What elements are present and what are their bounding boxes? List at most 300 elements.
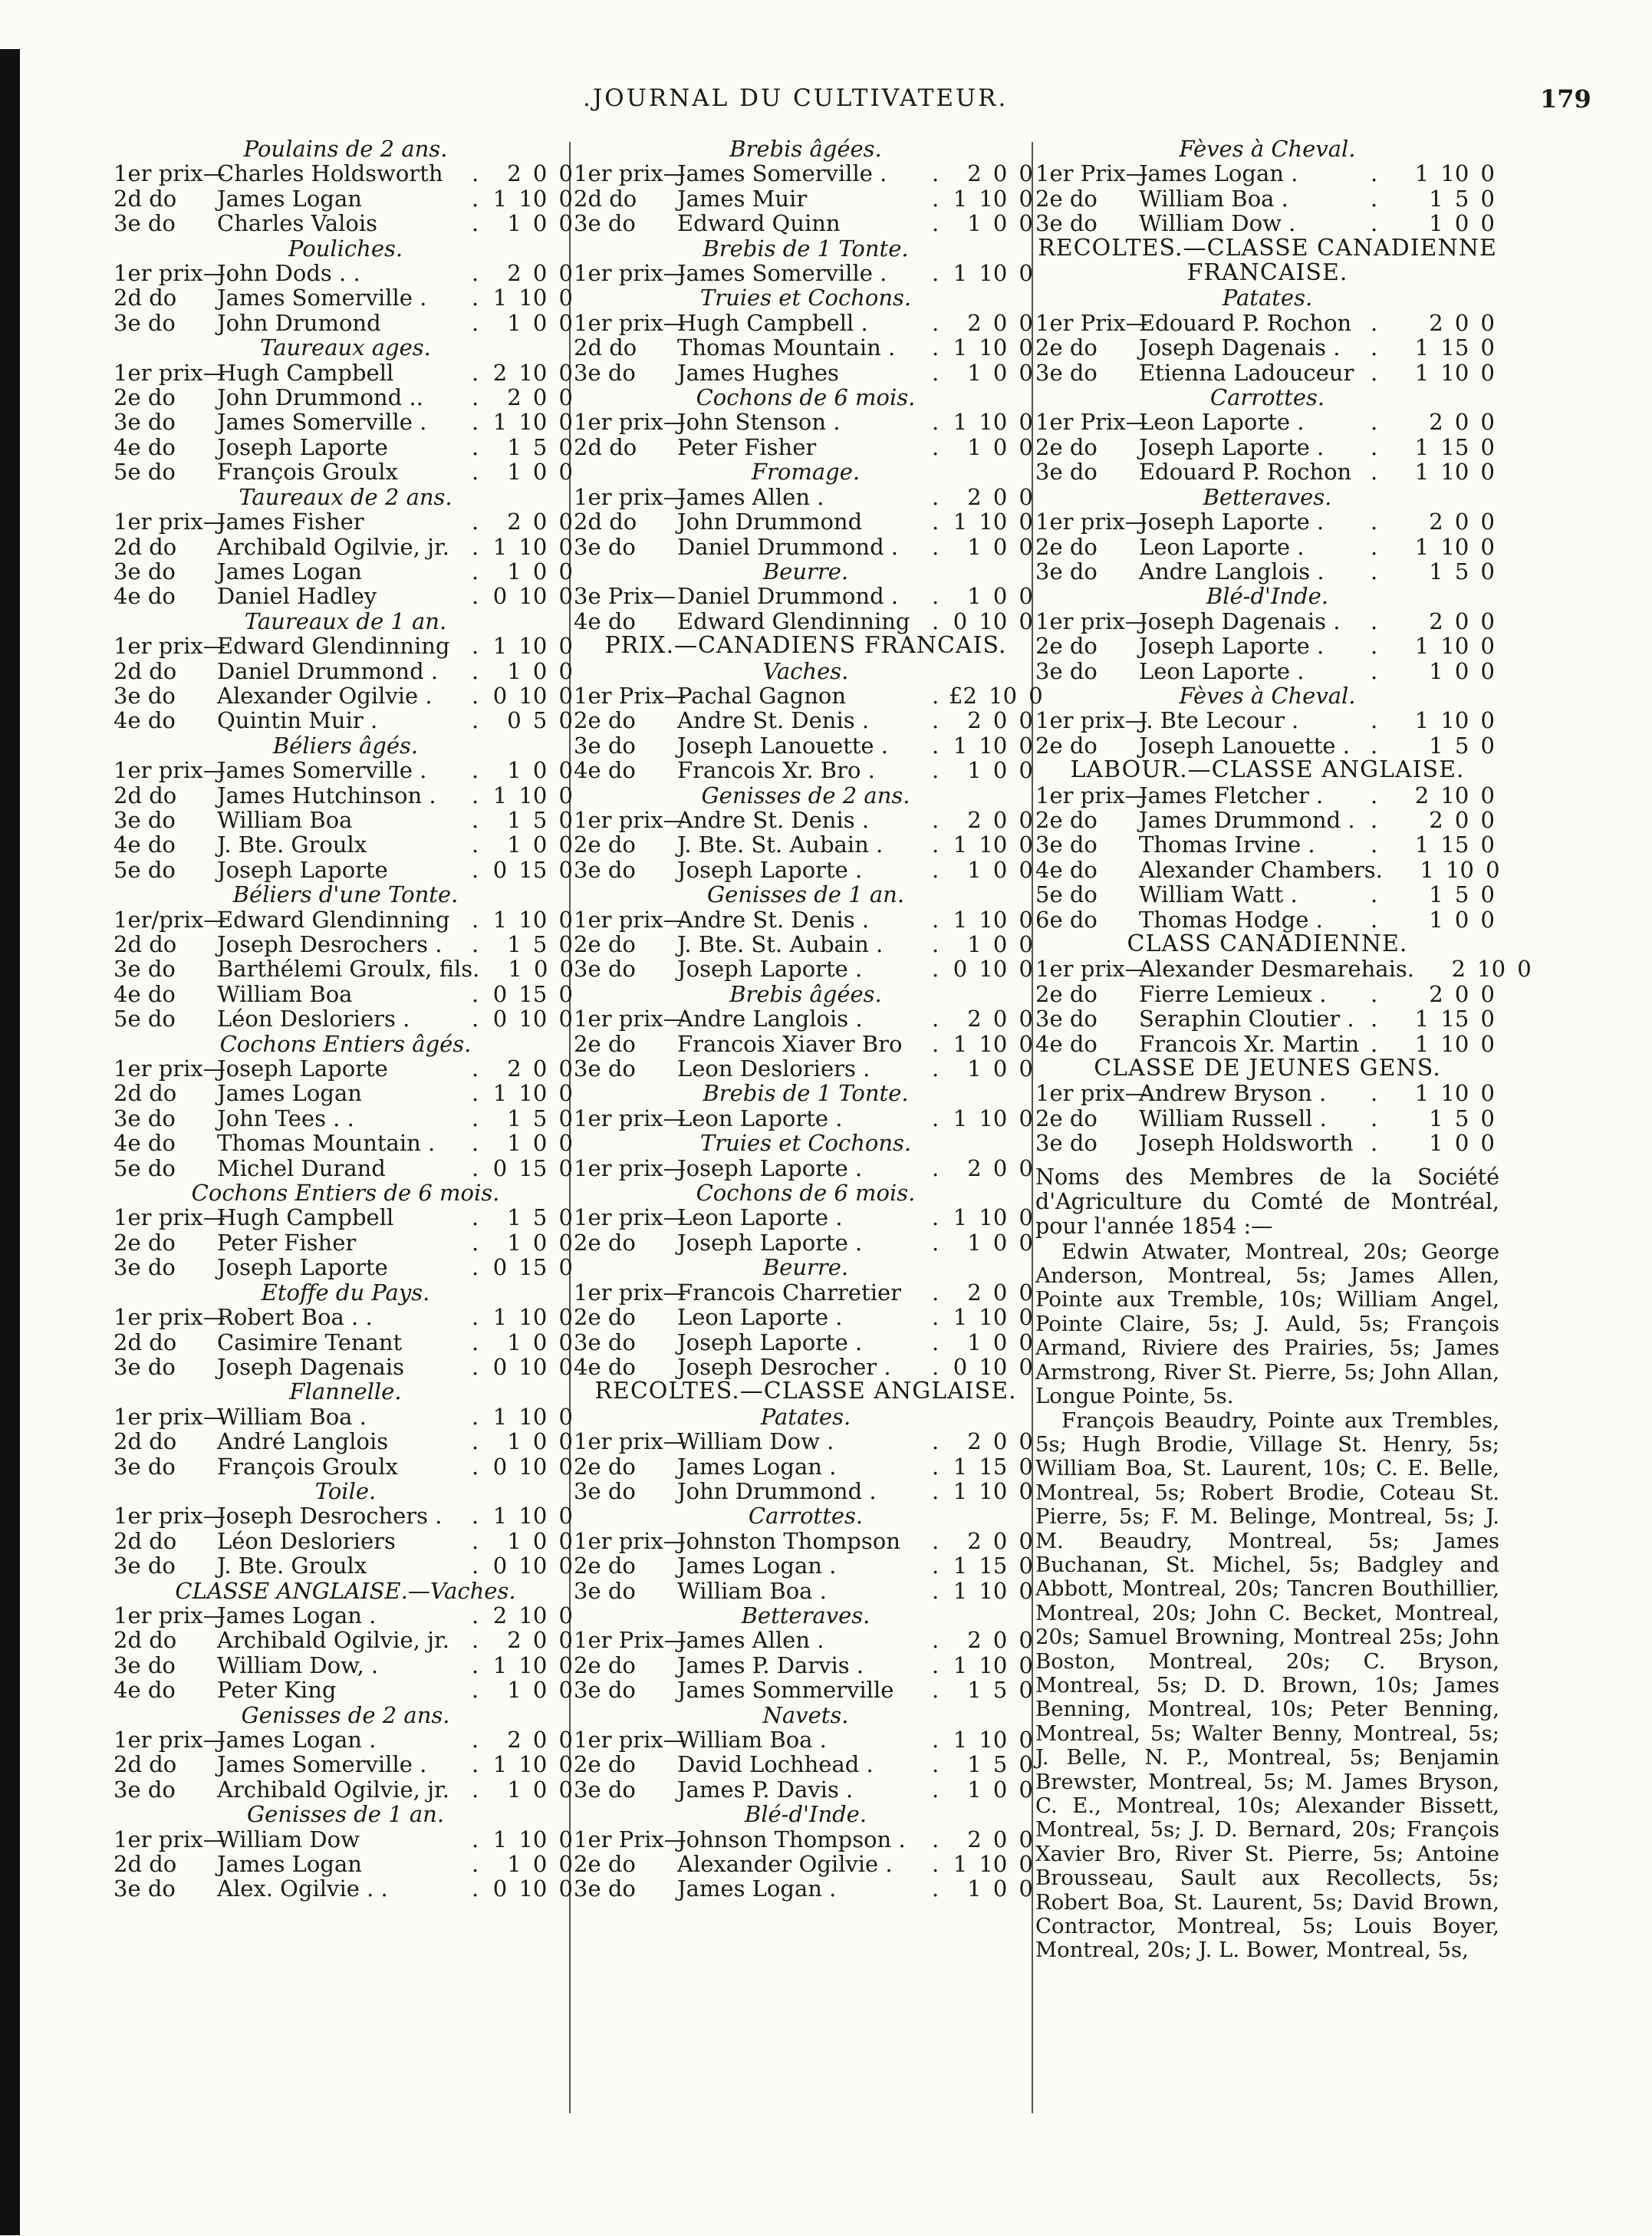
prize-amount: 2 0 0 <box>507 509 573 535</box>
winner-name: William Dow . <box>677 1428 834 1455</box>
leader-dot: . <box>1371 1105 1378 1131</box>
leader-dot: . <box>932 832 940 858</box>
prize-rank: 3e do <box>574 1055 636 1082</box>
prize-rank: 3e do <box>574 732 636 759</box>
leader-dot: . <box>472 1602 479 1628</box>
prize-amount: 1 0 0 <box>507 1428 573 1455</box>
winner-name: James Logan . <box>677 1875 837 1902</box>
winner-name: Leon Laporte . <box>1139 657 1305 684</box>
prize-row <box>1035 509 1499 534</box>
leader-dot: . <box>932 956 940 983</box>
prize-row <box>574 1479 1038 1503</box>
prize-row <box>1035 634 1499 658</box>
winner-name: J. Bte. Groulx <box>217 1553 367 1579</box>
prize-row <box>114 1653 578 1678</box>
leader-dot: . <box>1371 185 1378 212</box>
prize-row <box>574 311 1038 335</box>
winner-name: Joseph Laporte <box>217 433 388 460</box>
prize-row <box>114 1006 578 1031</box>
winner-name: François Groulx <box>217 1453 398 1480</box>
winner-name: Joseph Holdsworth <box>1139 1130 1354 1157</box>
prize-rank: 4e do <box>1035 1030 1097 1057</box>
leader-dot: . <box>472 185 479 212</box>
prize-rank: 2d do <box>114 931 177 957</box>
prize-rank: 3e do <box>114 1105 176 1131</box>
prize-amount: 1 10 0 <box>492 1403 573 1430</box>
section-heading: Betteraves. <box>741 1602 870 1628</box>
prize-rank: 2e do <box>1035 185 1097 212</box>
prize-rank: 1er prix— <box>114 509 225 535</box>
prize-row <box>1035 1131 1499 1155</box>
winner-name: James Hughes <box>677 359 839 386</box>
leader-dot: . <box>1371 1006 1378 1032</box>
prize-rank: 4e do <box>574 608 636 634</box>
section-heading: LABOUR.—CLASSE ANGLAISE. <box>1070 756 1465 784</box>
prize-amount: 0 15 0 <box>492 856 573 883</box>
prize-amount: 1 0 0 <box>507 1130 573 1157</box>
prize-rank: 5e do <box>114 1154 176 1181</box>
winner-name: William Boa . <box>677 1577 827 1604</box>
winner-name: Francois Charretier <box>677 1279 902 1306</box>
prize-amount: 0 10 0 <box>953 1353 1033 1380</box>
members-paragraph-a: Edwin Atwater, Montreal, 20s; George Anderson, Montreal, 5s; James Allen, Pointe aux Tremble, 10s; William Angel, Pointe Claire, 5s; J. Auld, 5s; François Armand, Riviere des Prairies, 5s; James Armstrong, River St. Pierre, 5s; John Allan, Longue Pointe, 5s. <box>1035 1239 1499 1409</box>
section-heading: CLASSE ANGLAISE.—Vaches. <box>175 1577 516 1604</box>
prize-rank: 1er prix— <box>1035 707 1147 734</box>
prize-amount: 2 0 0 <box>1429 980 1495 1007</box>
prize-row <box>574 1429 1038 1454</box>
winner-name: Joseph Laporte . <box>677 1229 863 1256</box>
winner-name: James Somerville . <box>677 260 887 287</box>
prize-rank: 2e do <box>574 931 636 957</box>
prize-amount: 2 0 0 <box>967 1279 1033 1306</box>
winner-name: Thomas Mountain . <box>677 334 896 361</box>
prize-amount: 0 10 0 <box>492 1453 573 1480</box>
winner-name: William Boa <box>217 806 353 833</box>
prize-amount: 1 10 0 <box>492 185 573 212</box>
prize-rank: 1er prix— <box>574 1428 686 1455</box>
winner-name: William Boa . <box>217 1403 367 1430</box>
prize-row <box>574 1056 1038 1081</box>
prize-row <box>574 1529 1038 1553</box>
prize-column-3 <box>1035 136 1532 1963</box>
prize-amount: 1 0 0 <box>967 433 1033 460</box>
prize-amount: 1 0 0 <box>507 832 573 858</box>
prize-amount: 1 0 0 <box>507 1851 573 1878</box>
prize-amount: 2 0 0 <box>967 806 1033 833</box>
prize-row <box>114 1678 578 1702</box>
leader-dot: . <box>1371 210 1378 237</box>
section-heading: Cochons de 6 mois. <box>696 384 916 411</box>
section-heading: Brebis de 1 Tonte. <box>703 1080 909 1107</box>
prize-rank: 3e do <box>574 1677 636 1704</box>
leader-dot: . <box>932 1527 940 1554</box>
prize-row <box>574 584 1038 608</box>
prize-row <box>1035 1032 1499 1056</box>
winner-name: Joseph Lanouette . <box>1139 732 1351 759</box>
prize-rank: 1er prix— <box>1035 1080 1147 1107</box>
prize-rank: 2e do <box>114 384 176 411</box>
prize-row <box>574 1553 1038 1578</box>
prize-row <box>1035 186 1499 211</box>
prize-rank: 1er Prix— <box>1035 309 1148 336</box>
prize-amount: 2 0 0 <box>967 309 1033 336</box>
prize-amount: 2 0 0 <box>967 160 1033 187</box>
prize-rank: 2e do <box>574 707 636 734</box>
prize-row <box>1035 459 1499 484</box>
prize-amount: 2 0 0 <box>1429 806 1495 833</box>
prize-amount: 1 10 0 <box>1414 359 1495 386</box>
prize-rank: 2e do <box>574 832 636 858</box>
prize-amount: 1 10 0 <box>953 1030 1033 1057</box>
prize-amount: 2 0 0 <box>507 1627 573 1654</box>
prize-rank: 2e do <box>1035 1105 1097 1131</box>
section-heading: Taureaux de 2 ans. <box>239 483 452 510</box>
prize-rank: 1er prix— <box>114 1055 225 1082</box>
prize-amount: 1 0 0 <box>1429 1130 1495 1157</box>
prize-rank: 3e do <box>1035 558 1097 585</box>
prize-row <box>1035 410 1499 434</box>
section-heading: Brebis de 1 Tonte. <box>703 235 909 262</box>
leader-dot: . <box>932 1105 940 1131</box>
prize-row <box>574 1727 1038 1752</box>
prize-amount: 2 0 0 <box>507 1727 573 1753</box>
prize-column-1 <box>114 137 578 1902</box>
section-heading: Blé-d'Inde. <box>744 1801 867 1828</box>
winner-name: John Drummond .. <box>217 384 423 411</box>
leader-dot: . <box>932 433 940 460</box>
prize-amount: 2 0 0 <box>967 1826 1033 1852</box>
winner-name: William Boa . <box>1139 185 1288 212</box>
prize-row <box>114 385 578 410</box>
section-heading: Brebis âgées. <box>729 136 882 162</box>
leader-dot: . <box>472 832 479 858</box>
section-heading: Cochons Entiers âgés. <box>219 1030 472 1057</box>
prize-rank: 1er prix— <box>1035 782 1147 808</box>
prize-amount: 1 10 0 <box>953 832 1033 858</box>
prize-amount: 0 15 0 <box>492 1254 573 1281</box>
section-heading: Beurre. <box>762 558 849 585</box>
prize-row <box>574 1752 1038 1777</box>
leader-dot: . <box>932 583 940 610</box>
winner-name: Johnson Thompson . <box>677 1826 906 1852</box>
prize-rank: 1er prix— <box>114 1304 225 1331</box>
winner-name: Andre St. Denis . <box>677 707 870 734</box>
prize-amount: 1 10 0 <box>953 906 1033 933</box>
prize-rank: 2d do <box>114 1080 177 1107</box>
prize-rank: 1er prix— <box>574 1279 686 1306</box>
winner-name: William Boa <box>217 980 353 1007</box>
prize-amount: 1 0 0 <box>967 1776 1033 1803</box>
prize-row <box>574 957 1038 981</box>
prize-amount: 1 10 0 <box>1420 856 1500 883</box>
prize-amount: 1 5 0 <box>507 1105 573 1131</box>
prize-row <box>574 907 1038 932</box>
prize-row <box>574 509 1038 534</box>
prize-rank: 1er prix— <box>1035 608 1147 634</box>
winner-name: Daniel Hadley <box>217 583 377 610</box>
section-heading: Genisses de 1 an. <box>706 881 905 908</box>
prize-amount: 1 0 0 <box>507 1776 573 1803</box>
winner-name: John Drummond <box>677 509 863 535</box>
winner-name: Hugh Campbell . <box>677 309 868 336</box>
leader-dot: . <box>932 931 940 957</box>
prize-amount: 2 10 0 <box>1451 956 1532 983</box>
prize-rank: 2e do <box>574 1229 636 1256</box>
prize-row <box>574 1876 1038 1901</box>
leader-dot: . <box>472 1727 479 1753</box>
winner-name: Edward Glendinning <box>217 906 450 933</box>
prize-amount: 1 10 0 <box>492 1651 573 1678</box>
winner-name: Archibald Ogilvie, jr. <box>217 1776 449 1803</box>
prize-row <box>1035 211 1499 235</box>
prize-rank: 3e do <box>114 806 176 833</box>
leader-dot: . <box>932 533 940 560</box>
prize-amount: 0 10 0 <box>953 608 1033 634</box>
prize-amount: 1 10 0 <box>492 1751 573 1778</box>
prize-row <box>114 311 578 335</box>
winner-name: Peter Fisher <box>217 1229 357 1256</box>
winner-name: James Logan <box>217 1851 362 1878</box>
prize-row <box>114 858 578 882</box>
prize-rank: 3e do <box>114 558 176 585</box>
prize-rank: 2e do <box>1035 732 1097 759</box>
prize-row <box>574 1230 1038 1255</box>
prize-amount: 1 15 0 <box>1414 1006 1495 1032</box>
leader-dot: . <box>472 210 479 237</box>
prize-rank: 1er prix— <box>574 1105 686 1131</box>
leader-dot: . <box>472 1503 479 1530</box>
winner-name: Seraphin Cloutier . <box>1139 1006 1354 1032</box>
winner-name: Joseph Laporte . <box>677 1154 863 1181</box>
leader-dot: . <box>932 682 940 709</box>
prize-amount: 1 10 0 <box>492 285 573 311</box>
prize-rank: 4e do <box>114 433 176 460</box>
prize-amount: 1 0 0 <box>967 210 1033 237</box>
prize-row <box>114 1205 578 1230</box>
prize-row <box>574 1106 1038 1131</box>
prize-rank: 3e do <box>114 682 176 709</box>
members-list-title: Noms des Membres de la Société d'Agriculture du Comté de Montréal, pour l'année 1854 :— <box>1035 1164 1499 1239</box>
prize-row <box>574 1653 1038 1678</box>
prize-rank: 3e do <box>114 210 176 237</box>
prize-row <box>114 907 578 932</box>
leader-dot: . <box>932 1776 940 1803</box>
leader-dot: . <box>472 1875 479 1902</box>
prize-rank: 2e do <box>574 1553 636 1579</box>
leader-dot: . <box>932 1553 940 1579</box>
prize-rank: 1er prix— <box>574 1527 686 1554</box>
prize-row <box>114 509 578 534</box>
journal-title: .JOURNAL DU CULTIVATEUR. <box>583 84 1009 112</box>
leader-dot: . <box>472 1751 479 1778</box>
prize-row <box>574 485 1038 509</box>
prize-amount: 0 15 0 <box>492 1154 573 1181</box>
winner-name: J. Bte. St. Aubain . <box>677 931 884 957</box>
prize-amount: 1 10 0 <box>1414 160 1495 187</box>
winner-name: Andre Langlois . <box>1139 558 1325 585</box>
prize-row <box>1035 733 1499 758</box>
leader-dot: . <box>1371 906 1378 933</box>
section-heading: Patates. <box>760 1403 851 1430</box>
prize-amount: 1 0 0 <box>507 657 573 684</box>
prize-amount: 1 0 0 <box>967 1055 1033 1082</box>
leader-dot: . <box>932 1353 940 1380</box>
prize-rank: 3e do <box>1035 459 1097 486</box>
leader-dot: . <box>1371 980 1378 1007</box>
leader-dot: . <box>472 1006 479 1032</box>
prize-row <box>574 535 1038 559</box>
winner-name: James Fletcher . <box>1139 782 1324 808</box>
prize-amount: 1 10 0 <box>492 782 573 808</box>
winner-name: Joseph Laporte . <box>677 1329 863 1355</box>
prize-row <box>574 410 1038 434</box>
winner-name: James Logan . <box>217 1602 377 1628</box>
leader-dot: . <box>932 1826 940 1852</box>
leader-dot: . <box>472 1353 479 1380</box>
leader-dot: . <box>1371 160 1378 187</box>
leader-dot: . <box>932 1229 940 1256</box>
winner-name: James Allen . <box>677 1627 824 1654</box>
section-heading: Vaches. <box>762 657 849 684</box>
prize-amount: 2 0 0 <box>507 1055 573 1082</box>
prize-amount: 1 0 0 <box>507 757 573 784</box>
winner-name: William Dow, . <box>217 1651 379 1678</box>
prize-amount: 1 15 0 <box>1414 334 1495 361</box>
prize-rank: 1er prix— <box>114 1602 225 1628</box>
winner-name: Alexander Ogilvie . <box>217 682 433 709</box>
prize-amount: 1 0 0 <box>507 1527 573 1554</box>
prize-rank: 2e do <box>574 1453 636 1480</box>
leader-dot: . <box>932 1304 940 1331</box>
prize-rank: 2e do <box>114 1229 176 1256</box>
prize-rank: 1er prix— <box>574 309 686 336</box>
section-heading: Etoffe du Pays. <box>261 1279 430 1306</box>
leader-dot: . <box>472 433 479 460</box>
leader-dot: . <box>1371 806 1378 833</box>
winner-name: Pachal Gagnon <box>677 682 847 709</box>
prize-amount: 2 10 0 <box>1414 782 1495 808</box>
prize-amount: 1 10 0 <box>953 1204 1033 1231</box>
prize-row <box>114 683 578 708</box>
prize-amount: 1 0 0 <box>1429 210 1495 237</box>
prize-amount: 1 10 0 <box>953 409 1033 436</box>
prize-amount: 1 0 0 <box>507 1229 573 1256</box>
winner-name: Alex. Ogilvie . . <box>217 1875 388 1902</box>
prize-rank: 5e do <box>114 1006 176 1032</box>
winner-name: Charles Holdsworth <box>217 160 443 187</box>
section-heading: Patates. <box>1222 285 1313 311</box>
section-heading: Brebis âgées. <box>729 980 882 1007</box>
leader-dot: . <box>472 1304 479 1331</box>
leader-dot: . <box>472 1651 479 1678</box>
winner-name: James Somerville . <box>217 1751 427 1778</box>
prize-amount: 1 10 0 <box>1414 1030 1495 1057</box>
prize-rank: 3e do <box>574 956 636 983</box>
prize-amount: 1 5 0 <box>1429 881 1495 908</box>
section-heading: CLASS CANADIENNE. <box>1127 930 1408 957</box>
prize-amount: 1 10 0 <box>953 260 1033 287</box>
leader-dot: . <box>932 1851 940 1878</box>
prize-amount: 1 15 0 <box>953 1453 1033 1480</box>
leader-dot: . <box>472 1428 479 1455</box>
prize-amount: 2 0 0 <box>967 1527 1033 1554</box>
prize-row <box>114 186 578 211</box>
leader-dot: . <box>472 285 479 311</box>
prize-rank: 3e do <box>1035 210 1097 237</box>
prize-row <box>114 1330 578 1355</box>
prize-amount: 1 10 0 <box>492 1080 573 1107</box>
prize-amount: 2 0 0 <box>967 1627 1033 1654</box>
leader-dot: . <box>932 906 940 933</box>
prize-row <box>114 957 578 981</box>
winner-name: William Dow <box>217 1826 360 1852</box>
leader-dot: . <box>472 1055 479 1082</box>
prize-amount: 0 10 0 <box>492 682 573 709</box>
prize-rank: 4e do <box>114 1130 176 1157</box>
winner-name: James Allen . <box>677 483 824 510</box>
winner-name: James Drummond . <box>1139 806 1355 833</box>
leader-dot: . <box>932 359 940 386</box>
winner-name: Francois Xiaver Bro <box>677 1030 903 1057</box>
winner-name: James P. Davis . <box>677 1776 854 1803</box>
prize-amount: 2 0 0 <box>1429 608 1495 634</box>
winner-name: John Drummond . <box>677 1477 877 1504</box>
leader-dot: . <box>472 906 479 933</box>
prize-rank: 2e do <box>1035 806 1097 833</box>
prize-amount: 1 5 0 <box>507 806 573 833</box>
prize-amount: 1 10 0 <box>953 334 1033 361</box>
winner-name: William Watt . <box>1139 881 1298 908</box>
prize-sections <box>1035 136 1532 1157</box>
prize-row <box>574 1205 1038 1230</box>
prize-rank: 3e do <box>574 856 636 883</box>
prize-rank: 3e do <box>114 409 176 436</box>
prize-row <box>114 535 578 559</box>
prize-row <box>1035 311 1499 335</box>
prize-row <box>114 1777 578 1802</box>
winner-name: William Russell . <box>1139 1105 1327 1131</box>
winner-name: John Dods . . <box>217 260 360 287</box>
prize-row <box>574 733 1038 758</box>
winner-name: James Logan . <box>217 1727 377 1753</box>
prize-amount: 1 10 0 <box>1414 633 1495 660</box>
prize-rank: 1er Prix— <box>574 1627 686 1654</box>
section-heading: Taureaux de 1 an. <box>244 608 447 634</box>
leader-dot: . <box>932 483 940 510</box>
prize-row <box>574 161 1038 186</box>
section-heading: Navets. <box>762 1701 849 1728</box>
prize-row <box>114 584 578 608</box>
prize-row <box>114 1503 578 1528</box>
prize-amount: 2 10 0 <box>492 359 573 386</box>
prize-rank: 1er prix— <box>574 1154 686 1181</box>
prize-row <box>114 832 578 857</box>
section-heading: Genisses de 1 an. <box>246 1801 445 1828</box>
prize-rank: 2e do <box>1035 433 1097 460</box>
prize-rank: 2d do <box>574 334 637 361</box>
leader-dot: . <box>1371 633 1378 660</box>
prize-row <box>1035 956 1532 983</box>
leader-dot: . <box>472 1105 479 1131</box>
leader-dot: . <box>472 682 479 709</box>
winner-name: Joseph Desrochers . <box>217 1503 443 1530</box>
section-heading: Taureaux ages. <box>260 334 431 361</box>
prize-amount: 1 5 0 <box>507 931 573 957</box>
prize-row <box>1035 783 1499 808</box>
prize-row <box>1035 609 1499 634</box>
prize-amount: 1 10 0 <box>1414 533 1495 560</box>
prize-amount: 2 0 0 <box>967 1154 1033 1181</box>
